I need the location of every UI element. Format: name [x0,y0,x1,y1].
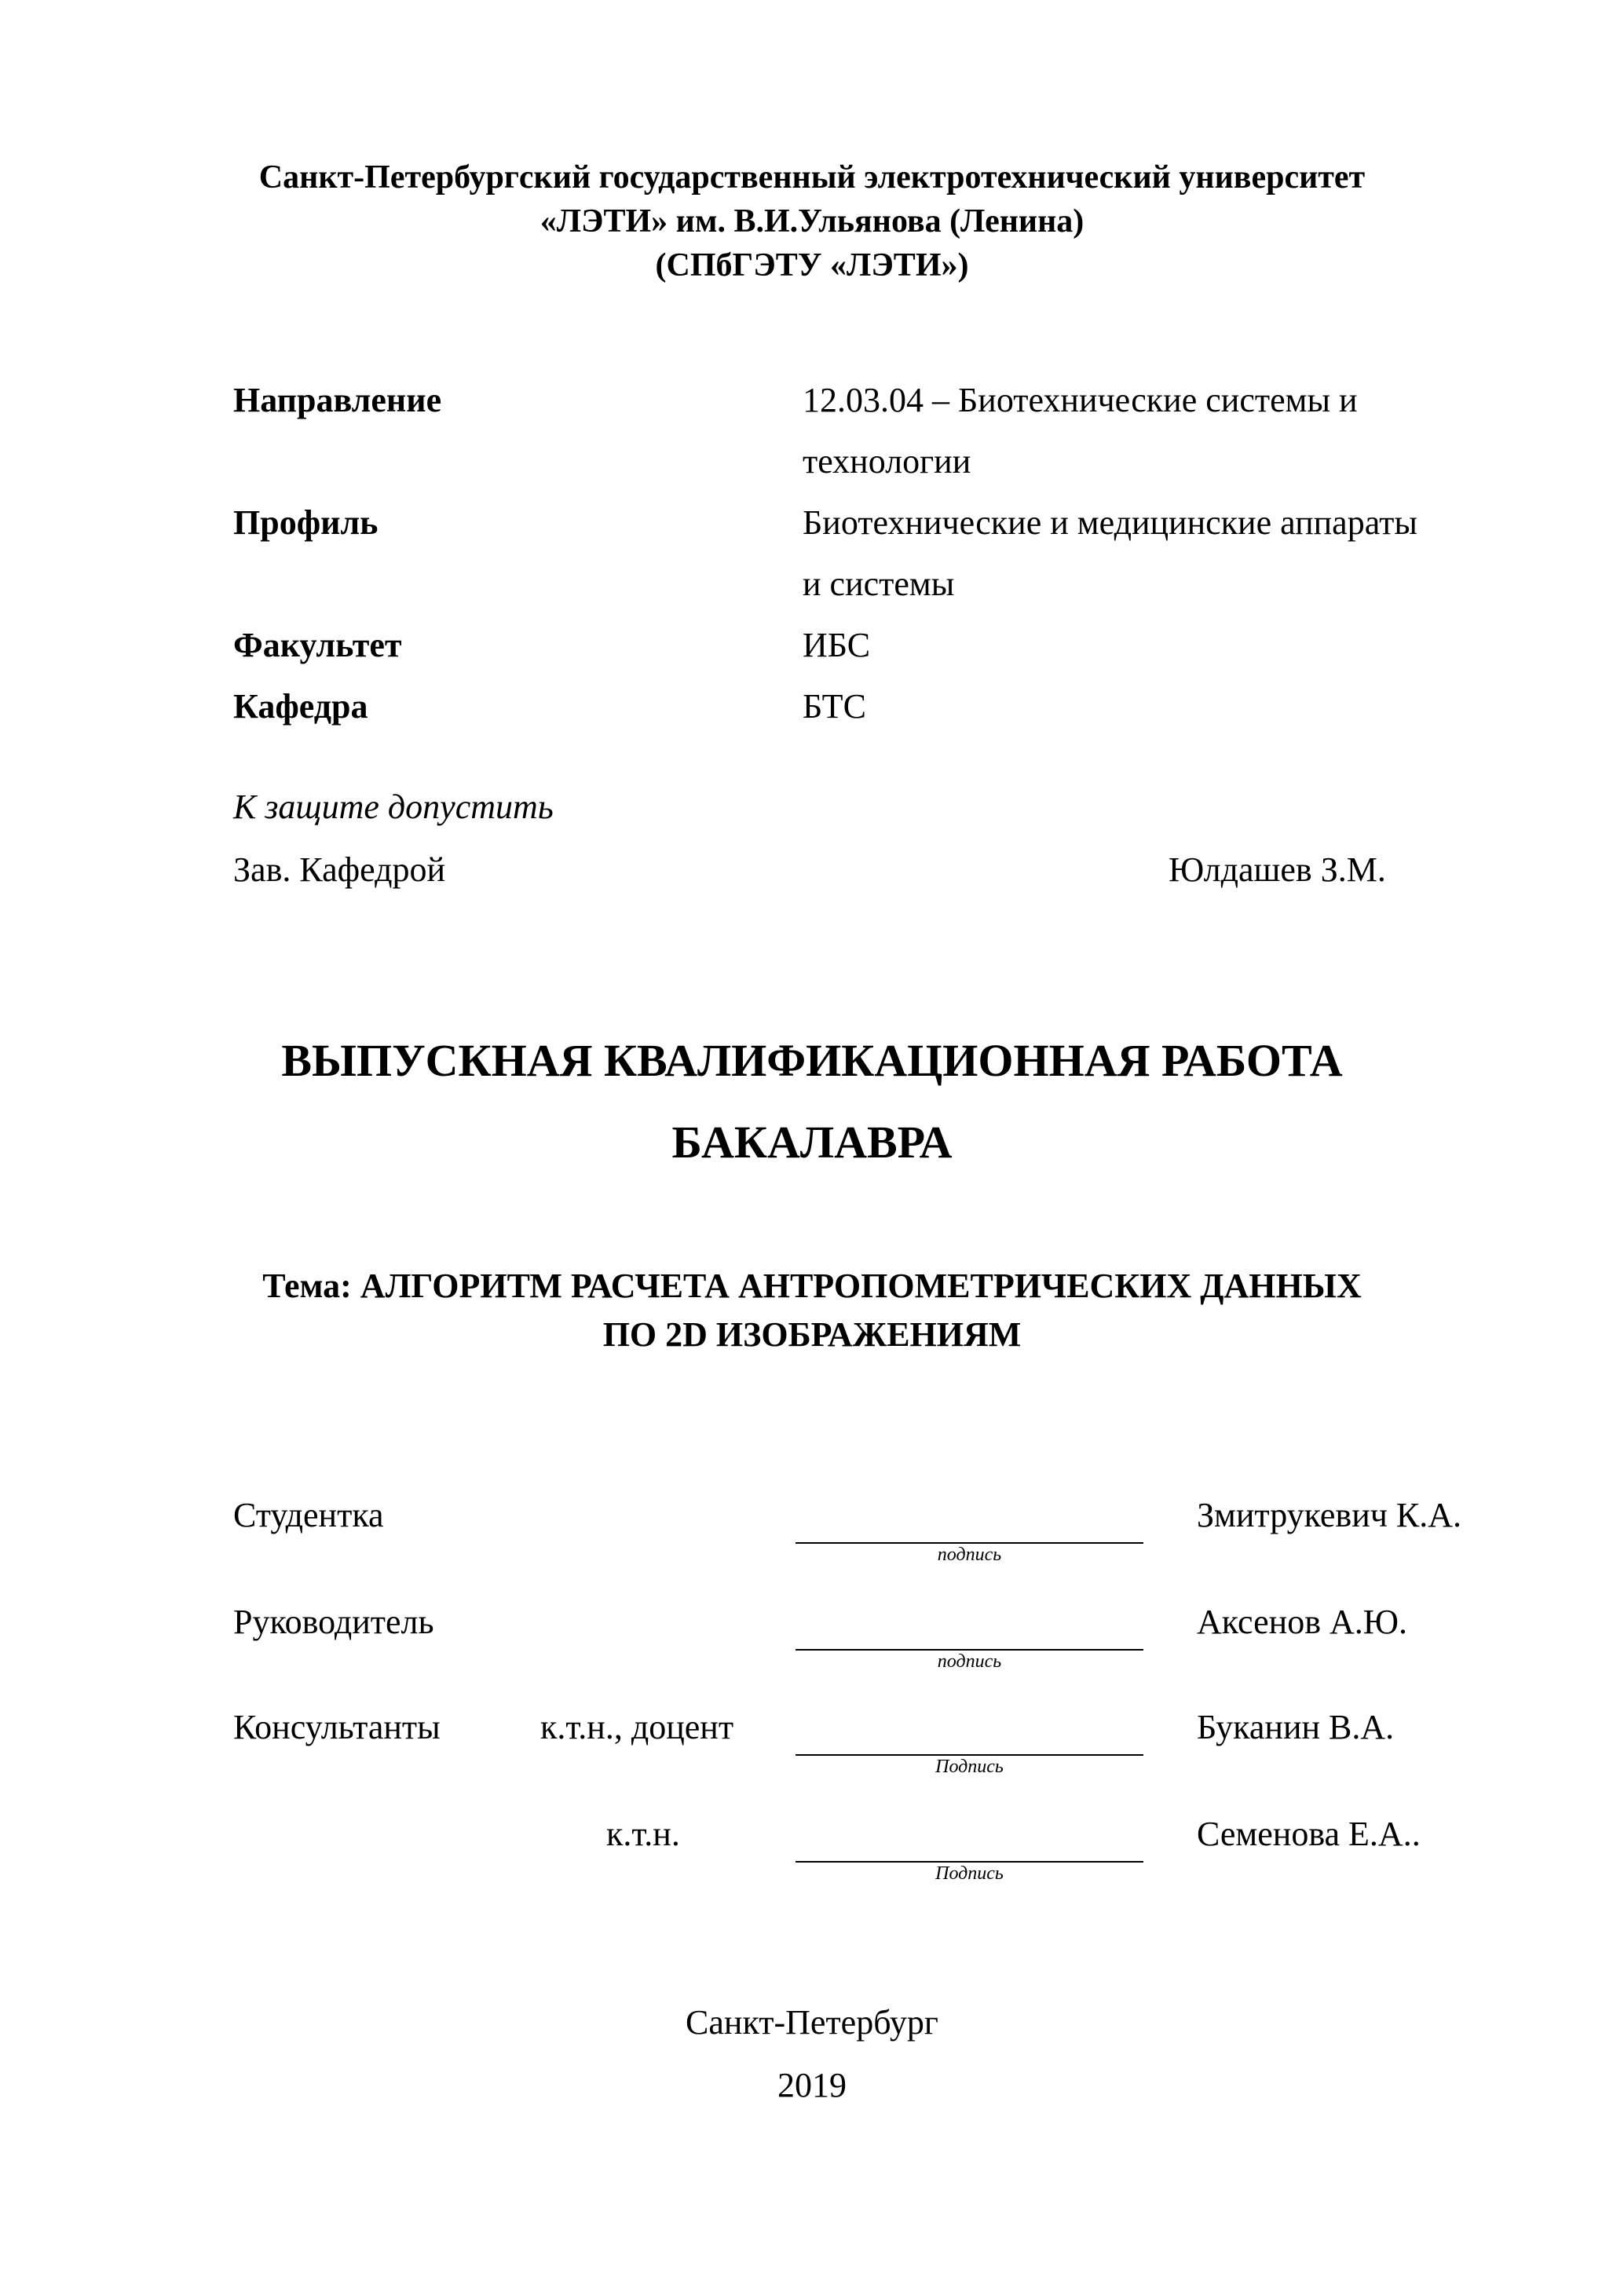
head-of-department-name: Юлдашев З.М. [1169,850,1386,889]
signature-name-student: Змитрукевич К.А. [1197,1496,1462,1534]
department-value: БТС [803,687,866,726]
thesis-title-line1: ВЫПУСКНАЯ КВАЛИФИКАЦИОННАЯ РАБОТА [281,1035,1343,1086]
university-name-line1: Санкт-Петербургский государственный электротехнический университет [258,159,1366,196]
thesis-topic-line1: Тема: АЛГОРИТМ РАСЧЕТА АНТРОПОМЕТРИЧЕСКИХ ДАННЫХ [262,1267,1362,1305]
direction-value-line1: 12.03.04 – Биотехнические системы и [803,381,1358,419]
department-label: Кафедра [233,687,368,726]
direction-label: Направление [233,381,442,419]
admission-heading: К защите допустить [233,788,554,826]
signature-caption: подпись [937,1545,1002,1565]
profile-value-line1: Биотехнические и медицинские аппараты [803,503,1417,542]
signature-role-supervisor: Руководитель [233,1603,434,1641]
head-of-department-role: Зав. Кафедрой [233,850,446,889]
university-name-line2: «ЛЭТИ» им. В.И.Ульянова (Ленина) [540,203,1084,239]
signature-name-supervisor: Аксенов А.Ю. [1197,1603,1407,1641]
signature-caption: Подпись [935,1757,1004,1777]
profile-label: Профиль [233,503,379,542]
thesis-title-line2: БАКАЛАВРА [671,1117,953,1168]
direction-value-line2: технологии [803,442,971,481]
faculty-value: ИБС [803,626,871,664]
signature-name-consultant2: Семенова Е.А.. [1197,1815,1421,1853]
university-abbreviation: (СПбГЭТУ «ЛЭТИ») [655,247,969,283]
thesis-topic-line2: ПО 2D ИЗОБРАЖЕНИЯМ [602,1315,1022,1354]
year: 2019 [777,2066,847,2104]
signature-role-consultants: Консультанты [233,1708,441,1746]
signature-degree-consultant1: к.т.н., доцент [540,1708,734,1746]
signature-role-student: Студентка [233,1496,384,1534]
signature-degree-consultant2: к.т.н. [606,1815,680,1853]
signature-caption: Подпись [935,1863,1004,1884]
signature-name-consultant1: Буканин В.А. [1197,1708,1395,1746]
faculty-label: Факультет [233,626,402,664]
profile-value-line2: и системы [803,565,955,603]
city: Санкт-Петербург [686,2003,938,2042]
signature-caption: подпись [937,1651,1002,1672]
